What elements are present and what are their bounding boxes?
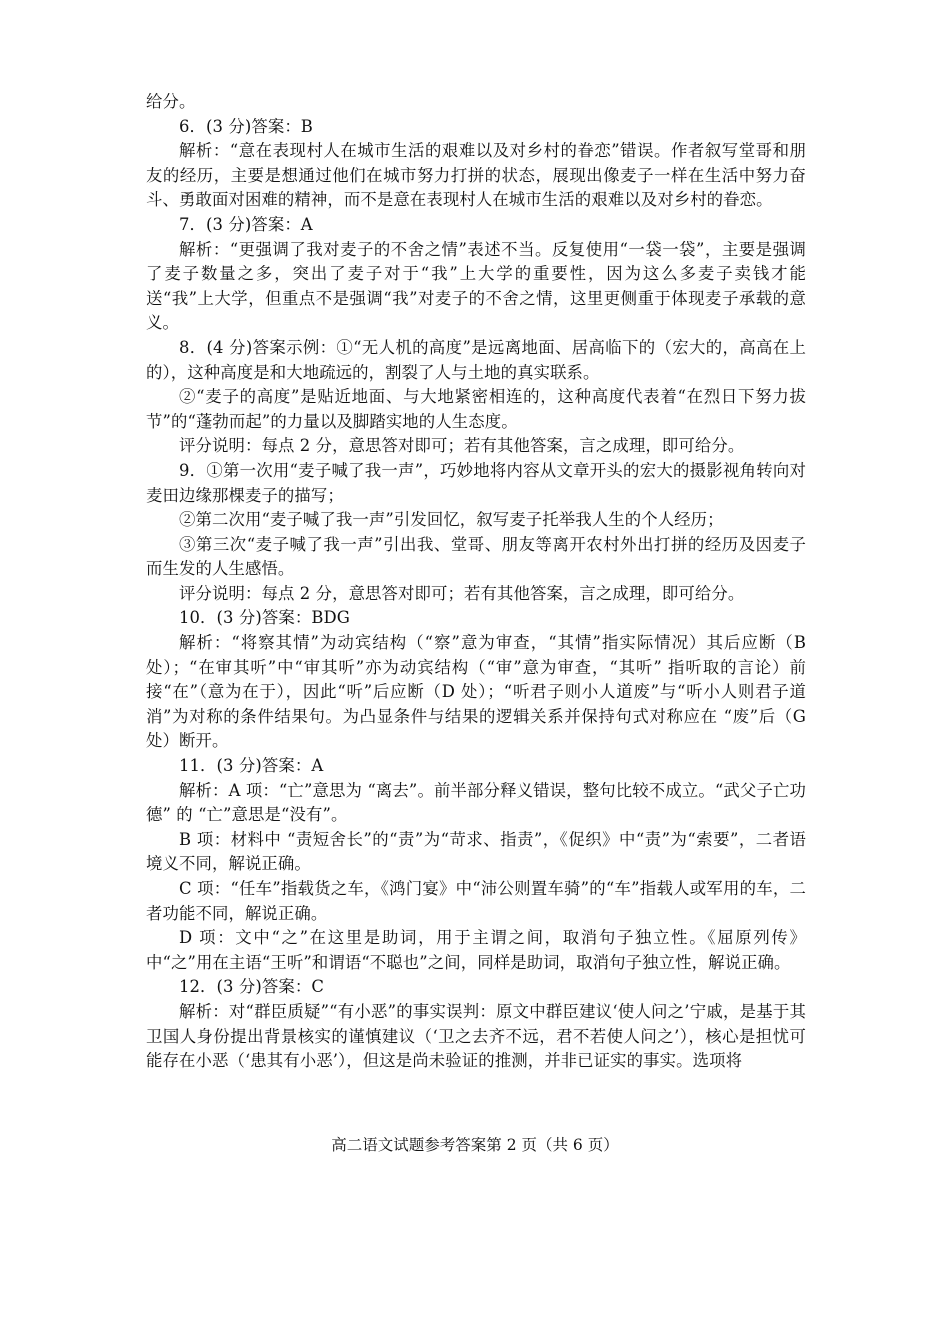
answer-paragraph: B 项：材料中 “责短舍长”的“责”为“苛求、指责”，《促织》中“责”为“索要”，二者语境义不同，解说正确。 <box>146 829 806 874</box>
answer-paragraph: 12．(3 分)答案：C <box>179 977 324 997</box>
answer-paragraph: 解析：“更强调了我对麦子的不舍之情”表述不当。反复使用“一袋一袋”，主要是强调了麦子数量之多，突出了麦子对于“我”上大学的重要性，因为这么多麦子卖钱才能送“我”上大学，但重点不是强调“我”对麦子的不舍之情，这里更侧重于体现麦子承载的意义。 <box>146 239 806 333</box>
answer-paragraph: 评分说明：每点 2 分，意思答对即可；若有其他答案，言之成理，即可给分。 <box>179 436 745 456</box>
answer-paragraph: 9．①第一次用“麦子喊了我一声”，巧妙地将内容从文章开头的宏大的摄影视角转向对麦田边缘那棵麦子的描写； <box>146 460 806 505</box>
answer-paragraph: D 项：文中“之”在这里是助词，用于主谓之间，取消句子独立性。《屈原列传》中“之”用在主语“王听”和谓语“不聪也”之间，同样是助词，取消句子独立性，解说正确。 <box>146 928 806 972</box>
answer-paragraph: 解析：对“群臣质疑”“有小恶”的事实误判：原文中群臣建议‘使人问之’宁戚，是基于其卫国人身份提出背景核实的谨慎建议（‘卫之去齐不远，君不若使人问之’），核心是担忧可能存在小恶（‘患其有小恶’），但这是尚未验证的推测，并非已证实的事实。选项将 <box>146 1001 806 1071</box>
answer-paragraph: 7．(3 分)答案：A <box>179 214 313 234</box>
answer-paragraph: 评分说明：每点 2 分，意思答对即可；若有其他答案，言之成理，即可给分。 <box>179 583 745 603</box>
answer-paragraph: 8．(4 分)答案示例：①“无人机的高度”是远离地面、居高临下的（宏大的，高高在上的），这种高度是和大地疏远的，割裂了人与土地的真实联系。 <box>146 337 806 382</box>
answer-body <box>146 90 806 1074</box>
answer-paragraph: 给分。 <box>146 92 196 111</box>
answer-paragraph: 解析：“将察其情”为动宾结构（“察”意为审查，“其情”指实际情况）其后应断（B 处）；“在审其听”中“审其听”亦为动宾结构（“审”意为审查，“其听” 指听取的言论）前接“在”（意为在于），因此“听”后应断（D 处）；“听君子则小人道废”与“听小人则君子道消”为对称的条件结果句。为凸显条件与结果的逻辑关系并保持句式对称应在 “废”后（G 处）断开。 <box>146 633 806 751</box>
answer-paragraph: ②第二次用“麦子喊了我一声”引发回忆，叙写麦子托举我人生的个人经历； <box>179 510 724 530</box>
answer-paragraph: 解析：“意在表现村人在城市生活的艰难以及对乡村的眷恋”错误。作者叙写堂哥和朋友的经历，主要是想通过他们在城市努力打拼的状态，展现出像麦子一样在生活中努力奋斗、勇敢面对困难的精神，而不是意在表现村人在城市生活的艰难以及对乡村的眷恋。 <box>146 141 806 210</box>
answer-paragraph: 6．(3 分)答案：B <box>179 116 313 136</box>
answer-paragraph: 解析：A 项：“亡”意思为 “离去”。前半部分释义错误，整句比较不成立。“武父子亡功德” 的 “亡”意思是“没有”。 <box>146 780 806 825</box>
answer-paragraph: 11．(3 分)答案：A <box>179 756 324 776</box>
answer-paragraph: ③第三次“麦子喊了我一声”引出我、堂哥、朋友等离开农村外出打拼的经历及因麦子而生发的人生感悟。 <box>146 534 806 579</box>
page-footer: 高二语文试题参考答案第 2 页（共 6 页） <box>331 1136 619 1154</box>
answer-paragraph: C 项：“任车”指载货之车，《鸿门宴》中“沛公则置车骑”的“车”指载人或军用的车，二者功能不同，解说正确。 <box>146 879 806 923</box>
answer-paragraph: 10．(3 分)答案：BDG <box>179 608 350 628</box>
answer-paragraph: ②“麦子的高度”是贴近地面、与大地紧密相连的，这种高度代表着“在烈日下努力拔节”的“蓬勃而起”的力量以及脚踏实地的人生态度。 <box>146 387 806 431</box>
